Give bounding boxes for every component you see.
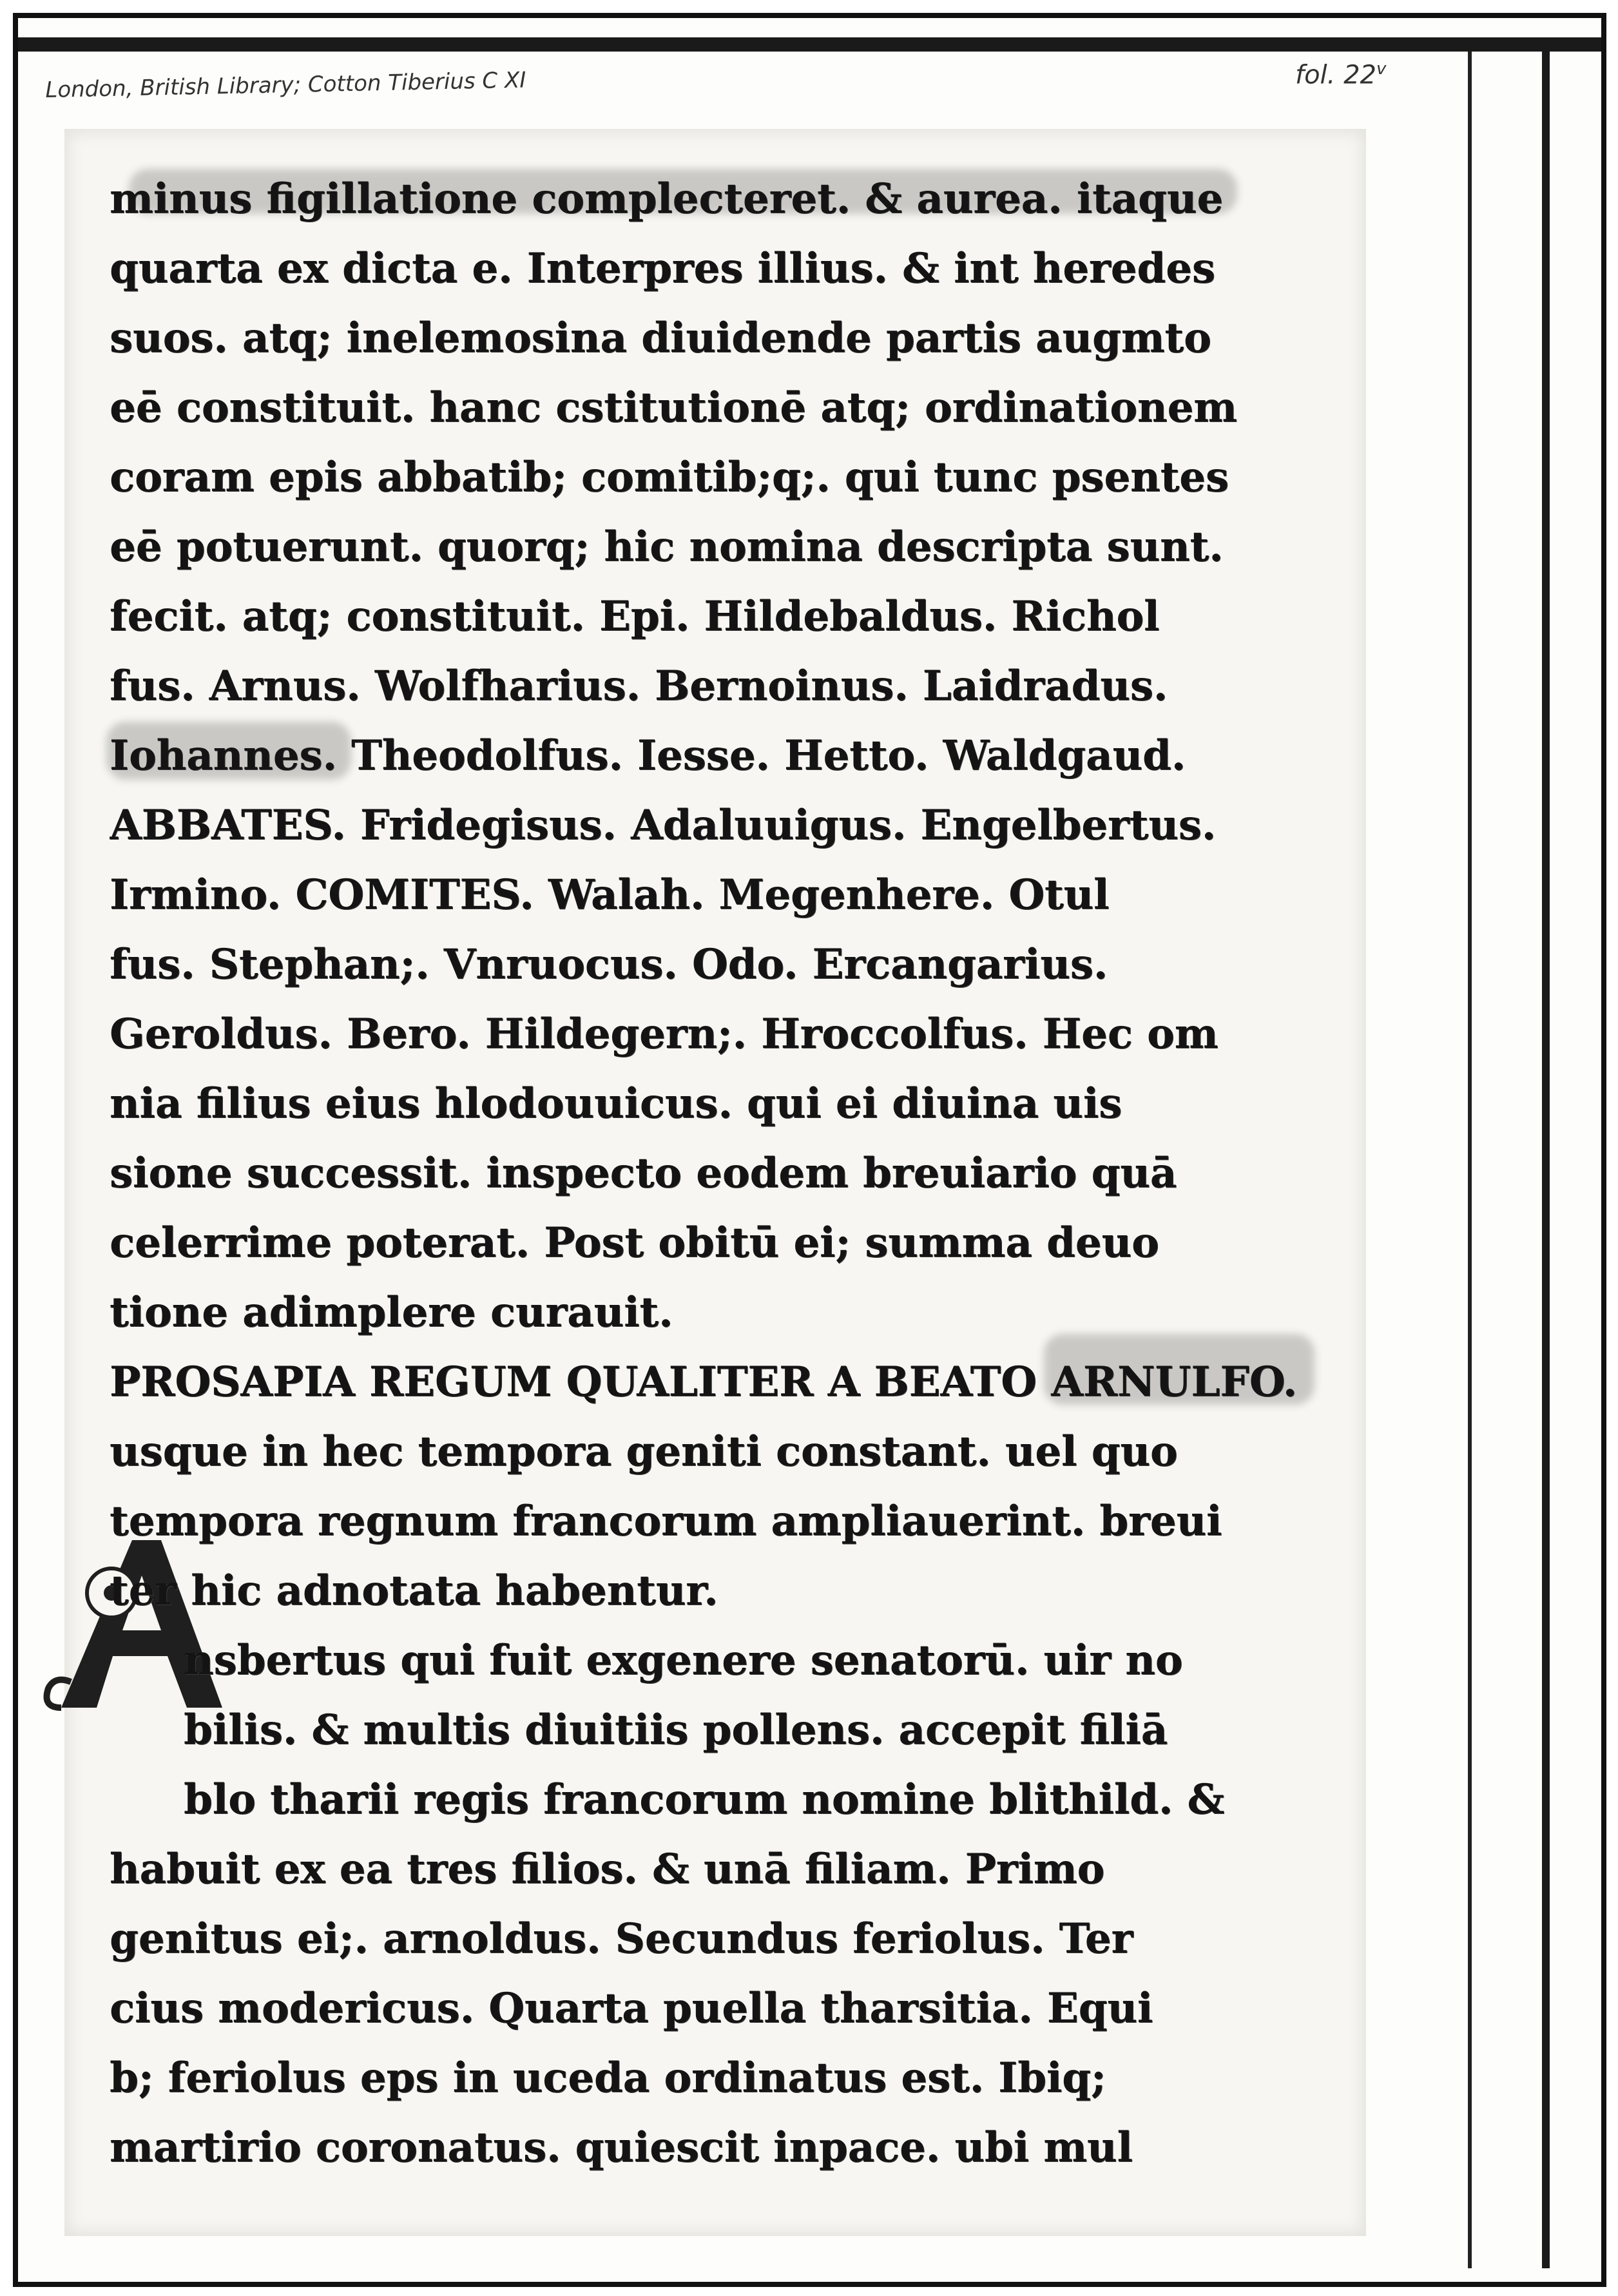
manuscript-line: bilis. & multis diuitiis pollens. accepit filiā (184, 1706, 1168, 1754)
manuscript-line: blo tharii regis francorum nomine blithild. & (184, 1775, 1225, 1824)
manuscript-line: usque in hec tempora geniti constant. uel quo (110, 1427, 1178, 1476)
folio-text: fol. 22 (1295, 60, 1376, 90)
manuscript-line: ABBATES. Fridegisus. Adaluuigus. Engelbertus. (110, 801, 1217, 849)
manuscript-line: celerrime poterat. Post obitū ei; summa deuo (110, 1219, 1159, 1267)
manuscript-line: habuit ex ea tres filios. & unā filiam. Primo (110, 1845, 1105, 1893)
manuscript-line: martirio coronatus. quiescit inpace. ubi mul (110, 2123, 1133, 2172)
folio-side: v (1376, 59, 1387, 79)
top-border-rule (18, 37, 1601, 52)
manuscript-line: Geroldus. Bero. Hildegern;. Hroccolfus. Hec om (110, 1010, 1218, 1058)
manuscript-line: Iohannes. Theodolfus. Iesse. Hetto. Waldgaud. (110, 731, 1186, 780)
manuscript-line: quarta ex dicta e. Interpres illius. & int heredes (110, 244, 1215, 293)
library-shelfmark: London, British Library; Cotton Tiberius C XI (45, 67, 526, 103)
manuscript-line: eē constituit. hanc cstitutionē atq; ordinationem (110, 383, 1237, 432)
manuscript-line: fecit. atq; constituit. Epi. Hildebaldus. Richol (110, 592, 1160, 641)
manuscript-line: cius modericus. Quarta puella tharsitia. Equi (110, 1984, 1153, 2032)
manuscript-line: nia filius eius hlodouuicus. qui ei diuina uis (110, 1079, 1122, 1128)
right-edge-rule (1542, 52, 1550, 2268)
manuscript-text (110, 164, 1347, 2183)
manuscript-line: suos. atq; inelemosina diuidende partis augmto (110, 314, 1211, 362)
manuscript-line: b; feriolus eps in uceda ordinatus est. Ibiq; (110, 2054, 1106, 2102)
manuscript-line: coram epis abbatib; comitib;q;. qui tunc psentes (110, 453, 1229, 501)
manuscript-line: PROSAPIA REGUM QUALITER A BEATO ARNULFO. (110, 1358, 1298, 1406)
manuscript-line: fus. Stephan;. Vnruocus. Odo. Ercangarius. (110, 940, 1108, 989)
manuscript-line: nsbertus qui fuit exgenere senatorū. uir no (184, 1636, 1183, 1684)
right-margin-rule (1468, 52, 1472, 2268)
manuscript-line: eē potuerunt. quorq; hic nomina descripta sunt. (110, 523, 1224, 571)
manuscript-line: genitus ei;. arnoldus. Secundus feriolus. Ter (110, 1915, 1133, 1963)
manuscript-line: tempora regnum francorum ampliauerint. breui (110, 1497, 1222, 1545)
manuscript-line: ter hic adnotata habentur. (110, 1567, 718, 1615)
manuscript-line: tione adimplere curauit. (110, 1288, 673, 1336)
folio-number (1295, 59, 1386, 90)
manuscript-line: Irmino. COMITES. Walah. Megenhere. Otul (110, 871, 1110, 919)
manuscript-line: minus figillatione complecteret. & aurea. itaque (110, 175, 1224, 223)
manuscript-line: sione successit. inspecto eodem breuiario quā (110, 1149, 1177, 1197)
manuscript-line: fus. Arnus. Wolfharius. Bernoinus. Laidradus. (110, 662, 1168, 710)
